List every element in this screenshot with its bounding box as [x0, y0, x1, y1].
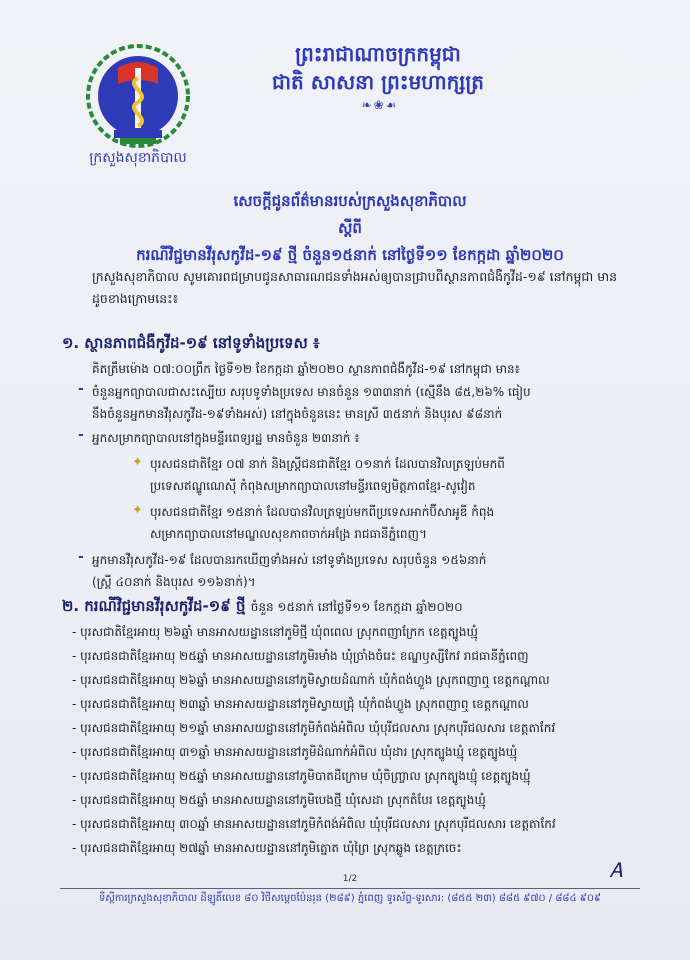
case-item: - បុរសជនជាតិខ្មែរអាយុ ២៥ឆ្នាំ មានអាសយដ្ឋាននៅភូមិរមាំង ឃុំច្រាំងចំរេះ ខណ្ឌឫស្សីកែវ រាជធានីភ្នំពេញ: [72, 649, 529, 663]
ministry-label: ក្រសួងសុខាភិបាល: [89, 150, 187, 166]
section-2-heading: [62, 597, 463, 619]
hospital-line: អ្នកសម្រាកព្យាបាលនៅក្នុងមន្ទីរពេទ្យរដ្ឋ មានចំនួន ២៣នាក់ ៖: [92, 431, 360, 445]
section-1-heading: ១. ស្ថានភាពជំងឺកូវីដ-១៩ នៅទូទាំងប្រទេស ៖: [62, 334, 320, 352]
footer-address: ទីស្តីការក្រសួងសុខាភិបាល ដីឡូតិ៍លេខ ៨០ វិថីសម្តេចប៉ែនរុន (២៨៩) ភ្នំពេញ ទូរស័ព្ទ-ទូរសារ: (៨៥៥ ២៣) ៨៨៥ ៩៧០ / ៨៨៤ ៩០៩: [98, 893, 602, 904]
status-as-of: គិតត្រឹមម៉ោង ០៧:០០ព្រឹក ថ្ងៃទី១២ ខែកក្កដា ឆ្នាំ២០២០ ស្ថានភាពជំងឺកូវីដ-១៩ នៅកម្ពុជា មាន៖: [92, 362, 520, 376]
dash-bullet: -: [78, 427, 84, 443]
total-line-2: (ស្ត្រី ៤០នាក់ និងបុរស ១១៦នាក់)។: [92, 575, 256, 589]
title-line-3: ករណីវិជ្ជមានវីរុសកូវីដ-១៩ ថ្មី ចំនួន១៥នាក់ នៅថ្ងៃទី១១ ខែកក្កដា ឆ្នាំ២០២០: [136, 246, 564, 264]
case-item: - បុរសជនជាតិខ្មែរអាយុ ២៣ឆ្នាំ មានអាសយដ្ឋាននៅភូមិស្វាយជ្រុំ ឃុំកំពង់ហ្លួង ស្រុកពញាឮ ខេត្តកណ្តាល: [72, 697, 529, 711]
sub-item-1-line-2: ប្រទេសឥណ្ឌូណេស៊ី កំពុងសម្រាកព្យាបាលនៅមន្ទីរពេទ្យមិត្តភាពខ្មែរ-សូវៀត: [150, 479, 476, 493]
intro-paragraph: ក្រសួងសុខាភិបាល សូមគោរពជម្រាបជូនសាធារណជនទាំងអស់ឲ្យបានជ្រាបពីស្ថានភាពជំងឺកូវីដ-១៩ នៅកម្ពុជា មានដូចខាងក្រោមនេះ៖: [92, 269, 618, 306]
kingdom-heading: [228, 40, 528, 96]
footer-divider: [60, 888, 640, 889]
recovered-line-2: នឹងចំនួនអ្នកមានវីរុសកូវីដ-១៩ទាំងអស់) នៅក្នុងចំនួននេះ មានស្រី ៣៥នាក់ និងបុរស ៩៨នាក់: [92, 407, 503, 421]
dash-bullet: -: [78, 549, 84, 565]
signature-initial: Ꭺ: [610, 858, 624, 882]
sub-item-1-line-1: បុរសជនជាតិខ្មែរ ០៧ នាក់ និងស្រ្តីជនជាតិខ្មែរ ០១នាក់ ដែលបានវិលត្រឡប់មកពី: [150, 457, 505, 471]
page-number: 1/2: [342, 874, 358, 884]
ornament-divider: ❧❀☙: [361, 98, 399, 112]
case-item: - បុរសជនជាតិខ្មែរអាយុ ២៦ឆ្នាំ មានអាសយដ្ឋាននៅភូមិស្វាយដំណាក់ ឃុំកំពង់ហ្លួង ស្រុកពញាឮ ខេត្តកណ្តាល: [72, 673, 550, 687]
star-bullet-icon: ✦: [132, 503, 143, 518]
total-line-1: អ្នកមានវីរុសកូវីដ-១៩ ដែលបានរកឃើញទាំងអស់ នៅទូទាំងប្រទេស សរុបចំនួន ១៥៦នាក់: [92, 553, 487, 567]
case-item: - បុរសជនជាតិខ្មែរអាយុ ៣០ឆ្នាំ មានអាសយដ្ឋាននៅភូមិកំពង់អំពិល ឃុំបុរីជលសារ ស្រុកបុរីជលសារ ខេត្តតាកែវ: [72, 817, 556, 831]
case-item: - បុរសជនជាតិខ្មែរអាយុ ២៥ឆ្នាំ មានអាសយដ្ឋាននៅភូមិបេងថ្មី ឃុំសេដា ស្រុកតំបែរ ខេត្តត្បូងឃ្មុំ: [72, 793, 486, 807]
national-motto: ជាតិ សាសនា ព្រះមហាក្សត្រ: [272, 70, 484, 94]
section-2-heading-bold: ២. ករណីវិជ្ជមានវីរុសកូវីដ-១៩ ថ្មី: [62, 597, 246, 615]
star-bullet-icon: ✦: [132, 455, 143, 470]
sub-item-2-line-1: បុរសជនជាតិខ្មែរ ១៥នាក់ ដែលបានវិលត្រឡប់មកពីប្រទេសអាក់ប៊ីសាអូឌី កំពុង: [150, 505, 495, 519]
sub-item-2-line-2: សម្រាកព្យាបាលនៅមណ្ឌលសុខភាពចាក់អង្រែ រាជធានីភ្នំពេញ។: [150, 527, 427, 541]
case-item: - បុរសជនជាតិខ្មែរអាយុ ៣១ឆ្នាំ មានអាសយដ្ឋាននៅភូមិដំណាក់អំពិល ឃុំដារ ស្រុកត្បូងឃ្មុំ ខេត្តត្បូងឃ្មុំ: [72, 745, 518, 759]
section-2-heading-rest: ចំនួន ១៥នាក់ នៅថ្ងៃទី១១ ខែកក្កដា ឆ្នាំ២០២០: [250, 600, 463, 614]
kingdom-name: ព្រះរាជាណាចក្រកម្ពុជា: [295, 42, 461, 66]
dash-bullet: -: [78, 381, 84, 397]
title-line-2: ស្តីពី: [338, 219, 362, 237]
case-item: - បុរសជនជាតិខ្មែរអាយុ ២៥ឆ្នាំ មានអាសយដ្ឋាននៅភូមិបាតដីក្រោម ឃុំចិញ្ច្រាល ស្រុកត្បូងឃ្មុំ ខេត្តត្បូងឃ្មុំ: [72, 769, 531, 783]
document-title: [90, 188, 610, 269]
ministry-emblem: [78, 38, 198, 158]
case-item: - បុរសជនជាតិខ្មែរអាយុ ២១ឆ្នាំ មានអាសយដ្ឋាននៅភូមិកំពង់អំពិល ឃុំបុរីជលសារ ស្រុកបុរីជលសារ ខេត្តតាកែវ: [72, 721, 556, 735]
case-item: - បុរសជនជាតិខ្មែរអាយុ ២៧ឆ្នាំ មានអាសយដ្ឋាននៅភូមិត្នោត ឃុំព្រៃ ស្រុកឆ្លូង ខេត្តក្រចេះ: [72, 841, 462, 855]
recovered-line-1: ចំនួនអ្នកព្យាបាលជាសះស្បើយ សរុបទូទាំងប្រទេស មានចំនួន ១៣៣នាក់ (ស្មើនឹង ៨៥,២៦% ធៀប: [92, 385, 531, 399]
title-line-1: សេចក្តីជូនព័ត៌មានរបស់ក្រសួងសុខាភិបាល: [233, 192, 467, 210]
case-item: - បុរសជាតិខ្មែរអាយុ ២៦ឆ្នាំ មានអាសយដ្ឋាននៅភូមិថ្មី ឃុំពពេល ស្រុកពញាក្រែក ខេត្តត្បូងឃ្មុំ: [72, 625, 478, 639]
